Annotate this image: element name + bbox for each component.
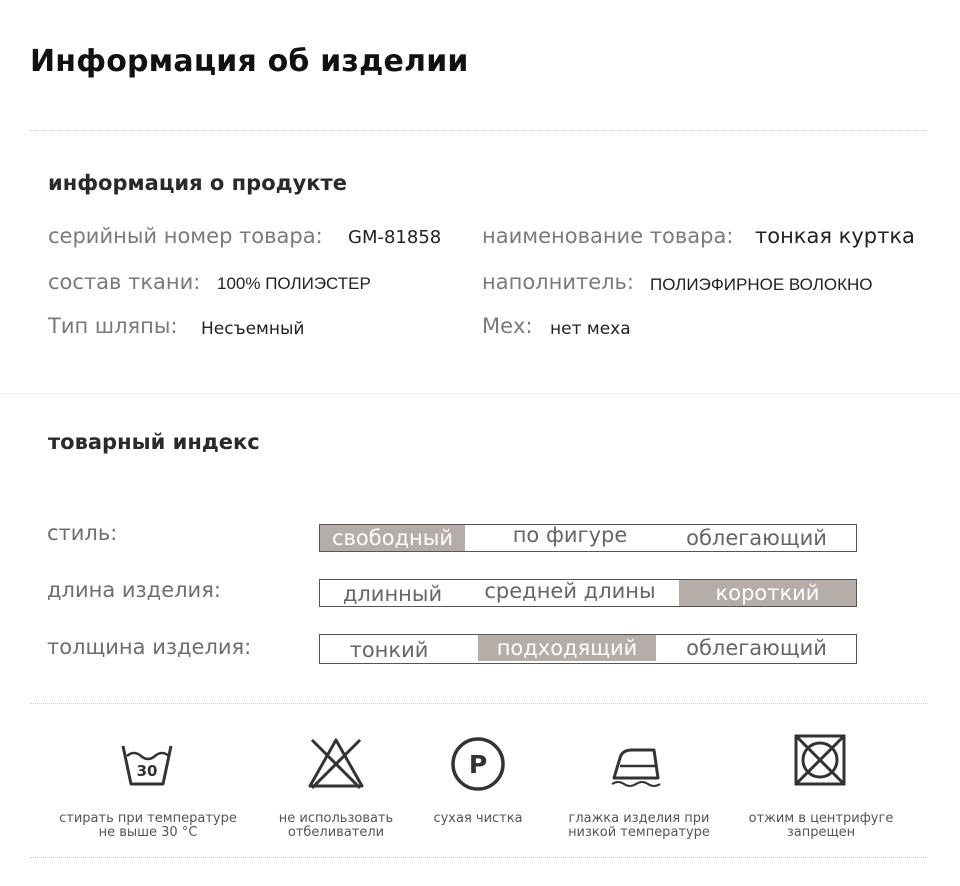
section-separator	[0, 393, 960, 394]
product-name-label: наименование товара:	[482, 224, 734, 248]
wash-temp-badge: 30	[136, 762, 158, 780]
no-bleach-icon	[306, 734, 366, 794]
care-dry-clean-line1: сухая чистка	[433, 811, 523, 826]
length-option-medium: средней длины	[484, 579, 656, 603]
style-option-slim: облегающий	[686, 526, 827, 550]
care-tumble-line1: отжим в центрифуге	[748, 811, 894, 826]
care-text-wash	[48, 812, 248, 840]
thickness-option-thin: тонкий	[349, 638, 429, 662]
divider	[30, 703, 928, 704]
hood-type-value: Несъемный	[201, 319, 305, 339]
care-wash-line1: стирать при температуре	[59, 811, 237, 826]
care-bleach-line1: не использовать	[278, 811, 394, 826]
length-option-long: длинный	[342, 582, 443, 606]
thickness-scale	[319, 634, 857, 664]
style-scale	[319, 524, 857, 552]
no-tumble-dry-icon	[790, 730, 850, 790]
care-text-iron	[539, 812, 739, 840]
care-iron-line2: низкой температуре	[568, 825, 710, 840]
iron-low-icon	[606, 734, 666, 794]
serial-number-value: GM-81858	[348, 227, 442, 248]
product-info-title: информация о продукте	[48, 171, 347, 195]
style-label: стиль:	[47, 521, 118, 545]
care-wash-line2: не выше 30 °С	[98, 825, 198, 840]
page-title: Информация об изделии	[30, 44, 469, 79]
care-iron-line1: глажка изделия при	[568, 811, 710, 826]
thickness-option-medium: подходящий	[478, 635, 656, 661]
filler-value: ПОЛИЭФИРНОЕ ВОЛОКНО	[650, 275, 873, 294]
hood-type-label: Тип шляпы:	[48, 314, 178, 338]
divider	[30, 130, 928, 131]
product-index-title: товарный индекс	[48, 430, 260, 454]
thickness-option-slim: облегающий	[686, 636, 827, 660]
fur-value: нет меха	[550, 319, 631, 339]
product-name-value: тонкая куртка	[755, 224, 915, 248]
care-tumble-line2: запрещен	[786, 825, 856, 840]
care-text-tumble	[721, 812, 921, 840]
care-bleach-line2: отбеливатели	[287, 825, 385, 840]
style-option-fitted: по фигуре	[512, 523, 628, 547]
length-label: длина изделия:	[47, 578, 221, 602]
serial-number-label: серийный номер товара:	[48, 224, 323, 248]
fabric-value: 100% ПОЛИЭСТЕР	[217, 274, 371, 293]
fur-label: Мех:	[482, 314, 533, 338]
thickness-label: толщина изделия:	[47, 635, 252, 659]
dry-clean-p-icon	[448, 734, 508, 794]
length-option-short: короткий	[679, 580, 856, 606]
divider	[30, 857, 928, 858]
length-scale	[319, 579, 857, 607]
wash-30-icon	[117, 734, 177, 794]
style-option-loose: свободный	[320, 525, 465, 551]
fabric-label: состав ткани:	[48, 270, 201, 294]
dry-clean-badge: P	[468, 750, 488, 779]
filler-label: наполнитель:	[482, 270, 635, 294]
